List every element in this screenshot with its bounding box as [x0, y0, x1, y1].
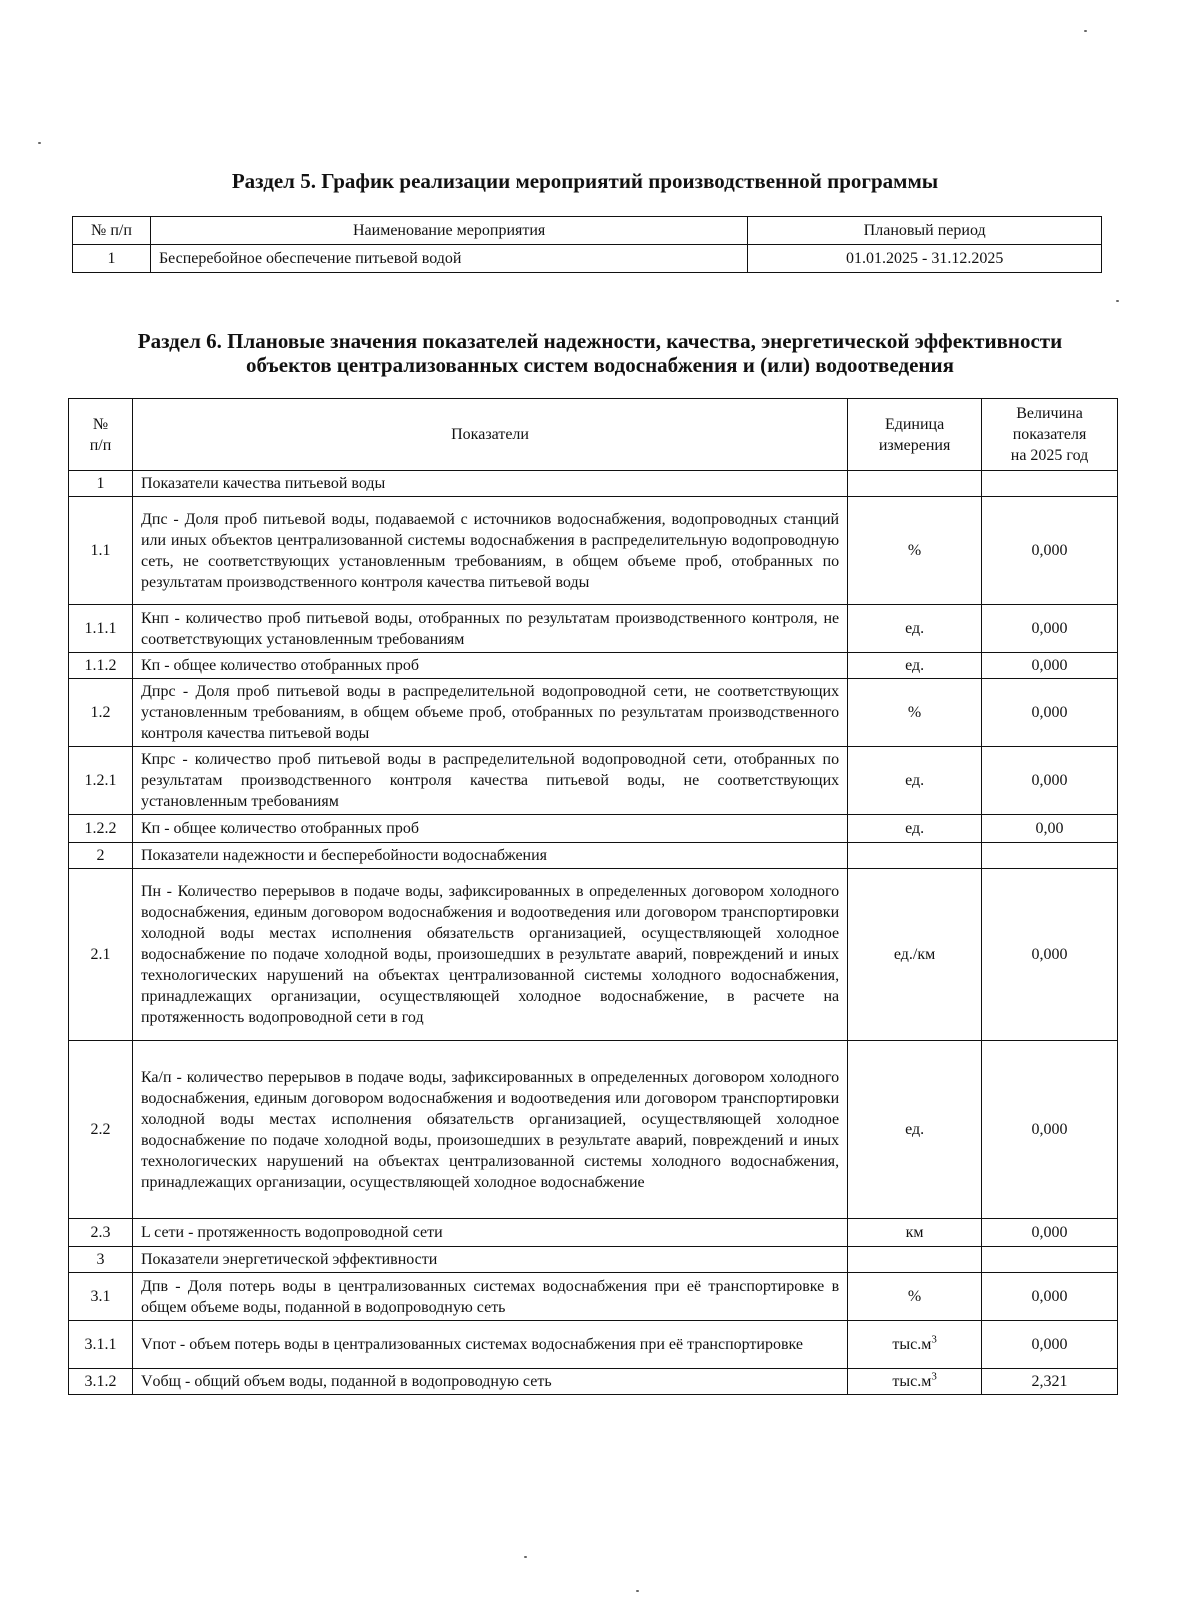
cell-unit-text: ед. [905, 772, 925, 789]
cell-indicator: Ка/п - количество перерывов в подаче воды, зафиксированных в определенных договором холодного водоснабжения, единым договором водоснабжения и водоотведения или договором транспортировки холодной воды местах исполнения обязательств организацией, осуществляющей холодное водоснабжение по подаче холодной воды, произошедших в результате аварий, повреждений и иных технологических нарушений на объектах централизованной системы холодного водоснабжения, принадлежащих организации, осуществляющей холодное водоснабжение [132, 1041, 847, 1219]
cell-unit [848, 1321, 982, 1369]
cell-value: 0,000 [982, 653, 1118, 679]
cell-value: 0,000 [982, 1273, 1118, 1321]
cell-indicator: Показатели качества питьевой воды [132, 471, 847, 497]
table-row [69, 1219, 1118, 1247]
cell-num: 1.1.1 [69, 605, 133, 653]
cell-unit [848, 1369, 982, 1395]
scan-speck [38, 142, 41, 144]
cell-unit [848, 471, 982, 497]
cell-unit [848, 1273, 982, 1321]
cell-num: 1.2.1 [69, 747, 133, 815]
cell-num: 3.1.1 [69, 1321, 133, 1369]
cell-value: 0,00 [982, 815, 1118, 843]
cell-unit-text: км [905, 1224, 924, 1241]
section6-table [68, 398, 1118, 1395]
cell-num: 2 [69, 843, 133, 869]
cell-indicator: Дпрс - Доля проб питьевой воды в распределительной водопроводной сети, не соответствующих установленным требованиям, в общем объеме проб, отобранных по результатам производственного контроля качества питьевой воды [132, 679, 847, 747]
cell-num: 2.3 [69, 1219, 133, 1247]
header-value [982, 399, 1118, 471]
header-value-line2: показателя [1012, 426, 1087, 443]
scan-speck [524, 1556, 527, 1558]
cell-indicator: Кнп - количество проб питьевой воды, отобранных по результатам производственного контроля, не соответствующих установленным требованиям [132, 605, 847, 653]
table-header-row [73, 217, 1102, 245]
cell-unit [848, 653, 982, 679]
cell-value: 0,000 [982, 747, 1118, 815]
cell-num: 2.1 [69, 869, 133, 1041]
cell-indicator: Кпрс - количество проб питьевой воды в распределительной водопроводной сети, отобранных по результатам производственного контроля качества питьевой воды, не соответствующих установленным требованиям [132, 747, 847, 815]
cell-unit [848, 605, 982, 653]
cell-num: 1.2.2 [69, 815, 133, 843]
section5-title: Раздел 5. График реализации мероприятий производственной программы [231, 169, 939, 193]
table-row [73, 245, 1102, 273]
cell-indicator: L сети - протяженность водопроводной сети [132, 1219, 847, 1247]
cell-unit-text: тыс.м [892, 1373, 932, 1390]
cell-indicator: Vобщ - общий объем воды, поданной в водопроводную сеть [132, 1369, 847, 1395]
table-row [69, 1321, 1118, 1369]
header-unit-line1: Единица [884, 415, 945, 433]
cell-value: 0,000 [982, 1219, 1118, 1247]
cell-unit-text: тыс.м [892, 1336, 932, 1353]
table-row [69, 1273, 1118, 1321]
cell-num: 1.2 [69, 679, 133, 747]
cell-unit-text: % [907, 542, 922, 559]
section6-title-line1: Раздел 6. Плановые значения показателей надежности, качества, энергетической эффективности [137, 329, 1063, 353]
cell-indicator: Кп - общее количество отобранных проб [132, 653, 847, 679]
table-row [69, 815, 1118, 843]
cell-num: 3.1.2 [69, 1369, 133, 1395]
cell-value: 2,321 [982, 1369, 1118, 1395]
cell-unit-text: ед. [905, 1121, 925, 1138]
header-num-line1: № [92, 415, 109, 433]
cell-unit-superscript: 3 [931, 1370, 937, 1383]
cell-num: 1 [73, 245, 151, 273]
table-row [69, 1369, 1118, 1395]
cell-unit-text: ед. [905, 657, 925, 674]
cell-num: 1.1 [69, 497, 133, 605]
table-header-row [69, 399, 1118, 471]
cell-unit [848, 747, 982, 815]
header-num [69, 399, 133, 471]
cell-value: 0,000 [982, 679, 1118, 747]
cell-indicator: Кп - общее количество отобранных проб [132, 815, 847, 843]
cell-unit [848, 1247, 982, 1273]
cell-unit-text: % [907, 1288, 922, 1305]
table-row [69, 843, 1118, 869]
cell-indicator: Показатели надежности и бесперебойности водоснабжения [132, 843, 847, 869]
header-value-line1: Величина [1016, 405, 1083, 422]
cell-value: 0,000 [982, 497, 1118, 605]
cell-indicator: Дпс - Доля проб питьевой воды, подаваемой с источников водоснабжения, водопроводных станций или иных объектов централизованной системы водоснабжения в распределительную водопроводную сеть, не соответствующих установленным требованиям, в общем объеме проб, отобранных по результатам производственного контроля качества питьевой воды [132, 497, 847, 605]
cell-value: 0,000 [982, 1041, 1118, 1219]
cell-value [982, 1247, 1118, 1273]
table-row [69, 1041, 1118, 1219]
section5-table [72, 216, 1102, 273]
header-period: Плановый период [748, 217, 1102, 245]
table-row [69, 471, 1118, 497]
cell-value [982, 843, 1118, 869]
section6-table-body [69, 471, 1118, 1395]
cell-unit [848, 1219, 982, 1247]
cell-unit-text: ед. [905, 620, 925, 637]
cell-period: 01.01.2025 - 31.12.2025 [748, 245, 1102, 273]
cell-num: 3 [69, 1247, 133, 1273]
header-num-line2: п/п [89, 436, 112, 454]
cell-unit [848, 869, 982, 1041]
table-row [69, 679, 1118, 747]
cell-value: 0,000 [982, 605, 1118, 653]
cell-unit-text: ед./км [893, 946, 936, 963]
cell-num: 3.1 [69, 1273, 133, 1321]
cell-num: 1.1.2 [69, 653, 133, 679]
cell-unit [848, 815, 982, 843]
table-row [69, 653, 1118, 679]
cell-num: 1 [69, 471, 133, 497]
cell-indicator: Показатели энергетической эффективности [132, 1247, 847, 1273]
header-num: № п/п [73, 217, 151, 245]
cell-indicator: Vпот - объем потерь воды в централизованных системах водоснабжения при её транспортировке [132, 1321, 847, 1369]
table-row [69, 605, 1118, 653]
table-row [69, 1247, 1118, 1273]
cell-indicator: Дпв - Доля потерь воды в централизованных системах водоснабжения при её транспортировке в общем объеме воды, поданной в водопроводную сеть [132, 1273, 847, 1321]
table-row [69, 747, 1118, 815]
cell-unit [848, 843, 982, 869]
cell-value [982, 471, 1118, 497]
section6-title-line2: объектов централизованных систем водоснабжения и (или) водоотведения [246, 353, 954, 377]
header-value-line3: на 2025 год [1010, 447, 1089, 464]
header-unit [848, 399, 982, 471]
table-row [69, 869, 1118, 1041]
cell-num: 2.2 [69, 1041, 133, 1219]
scan-speck [1116, 300, 1119, 302]
scan-speck [1084, 30, 1087, 32]
cell-value: 0,000 [982, 869, 1118, 1041]
cell-unit-superscript: 3 [931, 1333, 937, 1346]
cell-unit-text: ед. [905, 820, 925, 837]
scan-speck [636, 1590, 639, 1592]
cell-indicator: Пн - Количество перерывов в подаче воды, зафиксированных в определенных договором холодного водоснабжения, единым договором водоснабжения и водоотведения или договором транспортировки холодной воды местах исполнения обязательств организацией, осуществляющей холодное водоснабжение по подаче холодной воды, произошедших в результате аварий, повреждений и иных технологических нарушений на объектах централизованной системы холодного водоснабжения, принадлежащих организации, осуществляющей холодное водоснабжение, в расчете на протяженность водопроводной сети в год [132, 869, 847, 1041]
cell-name: Бесперебойное обеспечение питьевой водой [150, 245, 747, 273]
header-indicator: Показатели [132, 399, 847, 471]
cell-unit [848, 679, 982, 747]
cell-unit [848, 1041, 982, 1219]
table-row [69, 497, 1118, 605]
header-unit-line2: измерения [878, 436, 951, 454]
cell-unit-text: % [907, 704, 922, 721]
cell-unit [848, 497, 982, 605]
cell-value: 0,000 [982, 1321, 1118, 1369]
header-name: Наименование мероприятия [150, 217, 747, 245]
